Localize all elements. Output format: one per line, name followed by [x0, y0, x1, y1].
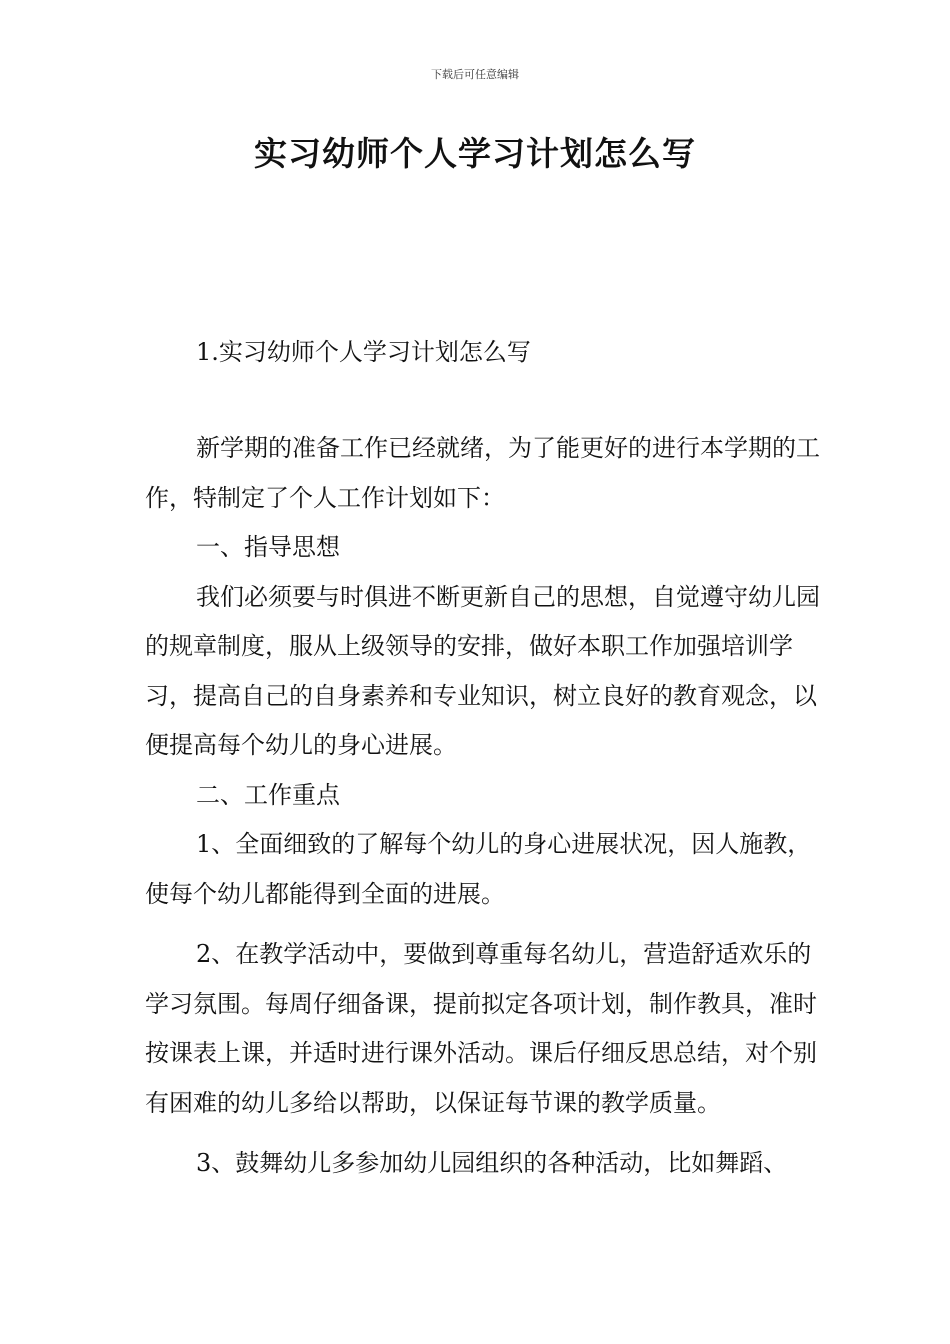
paragraph-focus-1: 1、全面细致的了解每个幼儿的身心进展状况，因人施教，使每个幼儿都能得到全面的进展。	[145, 830, 812, 908]
heading-guiding-thought: 一、指导思想	[196, 533, 340, 561]
header-note: 下载后可任意编辑	[431, 68, 519, 81]
paragraph-focus-3: 3、鼓舞幼儿多参加幼儿园组织的各种活动，比如舞蹈、	[196, 1149, 788, 1177]
document-title: 实习幼师个人学习计划怎么写	[254, 134, 696, 173]
section-subtitle: 1.实习幼师个人学习计划怎么写	[196, 338, 531, 366]
document-body	[145, 424, 825, 1189]
paragraph-guiding-thought: 我们必须要与时俱进不断更新自己的思想，自觉遵守幼儿园的规章制度，服从上级领导的安排，做好本职工作加强培训学习，提高自己的自身素养和专业知识，树立良好的教育观念，以便提高每个幼儿的身心进展。	[145, 582, 820, 759]
heading-work-focus: 二、工作重点	[196, 780, 340, 809]
paragraph-focus-2: 2、在教学活动中，要做到尊重每名幼儿，营造舒适欢乐的学习氛围。每周仔细备课，提前拟定各项计划，制作教具，准时按课表上课，并适时进行课外活动。课后仔细反思总结，对个别有困难的幼儿多给以帮助，以保证每节课的教学质量。	[145, 940, 817, 1117]
paragraph-intro: 新学期的准备工作已经就绪，为了能更好的进行本学期的工作，特制定了个人工作计划如下：	[145, 434, 820, 512]
